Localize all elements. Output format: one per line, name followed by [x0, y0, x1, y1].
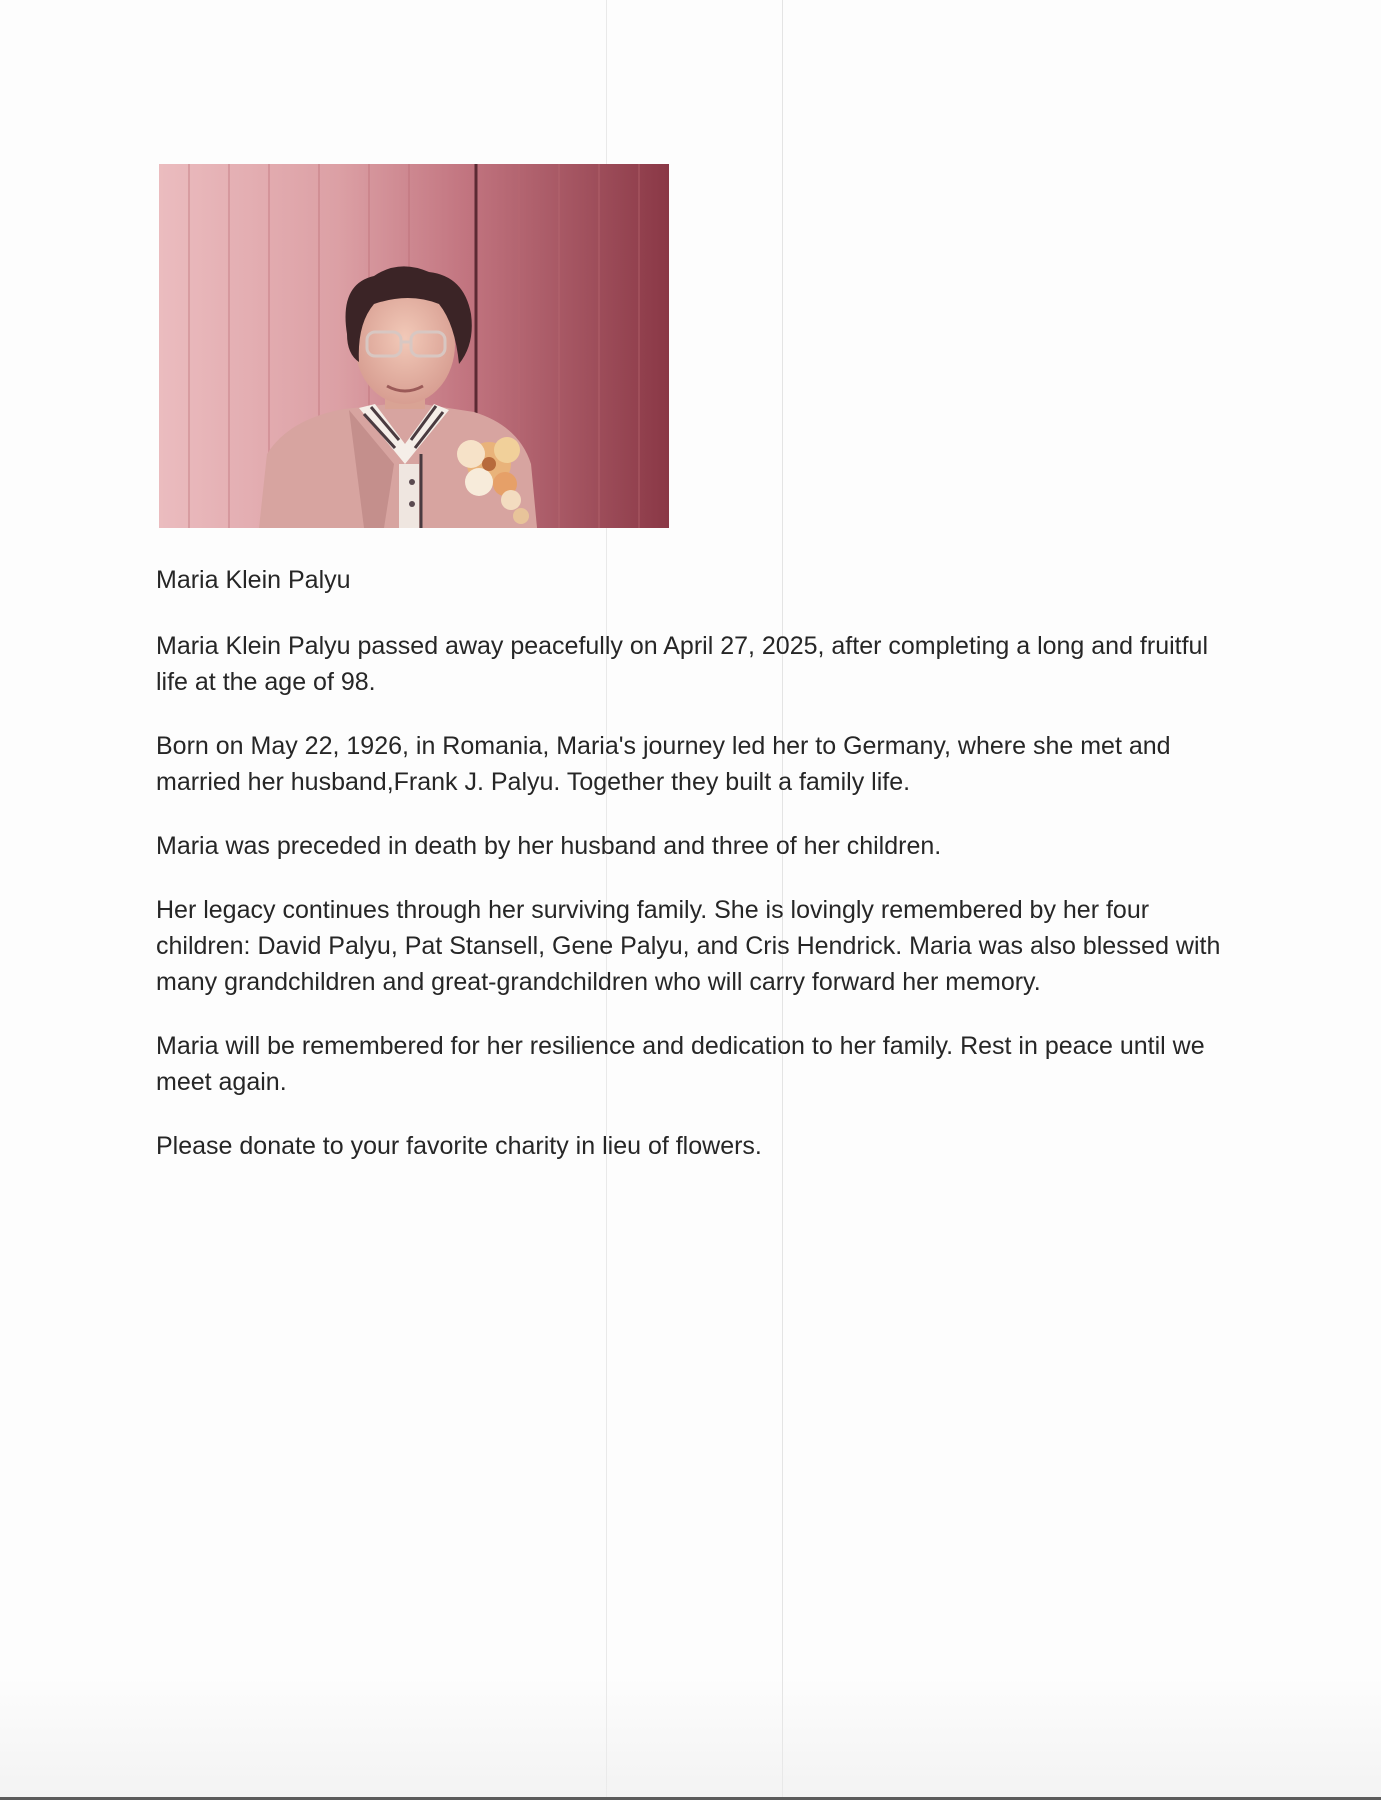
paragraph-passing: Maria Klein Palyu passed away peacefully on April 27, 2025, after completing a long and fruitful life at the age of 98. [156, 632, 1209, 696]
obituary-name: Maria Klein Palyu [156, 566, 351, 594]
portrait-photo [159, 164, 669, 528]
obituary-text [156, 562, 1236, 1192]
paragraph-remembrance: Maria will be remembered for her resilience and dedication to her family. Rest in peace until we meet again. [156, 1032, 1205, 1096]
paragraph-donations: Please donate to your favorite charity in lieu of flowers. [156, 1132, 762, 1160]
paragraph-birth: Born on May 22, 1926, in Romania, Maria's journey led her to Germany, where she met and married her husband,Frank J. Palyu. Together they built a family life. [156, 732, 1171, 796]
paragraph-survivors: Her legacy continues through her surviving family. She is lovingly remembered by her four children: David Palyu, Pat Stansell, Gene Palyu, and Cris Hendrick. Maria was also blessed with many grandchildren and great-grandchildren who will carry forward her memory. [156, 896, 1221, 996]
paragraph-preceded: Maria was preceded in death by her husband and three of her children. [156, 832, 942, 860]
scan-shadow [0, 1677, 1381, 1797]
